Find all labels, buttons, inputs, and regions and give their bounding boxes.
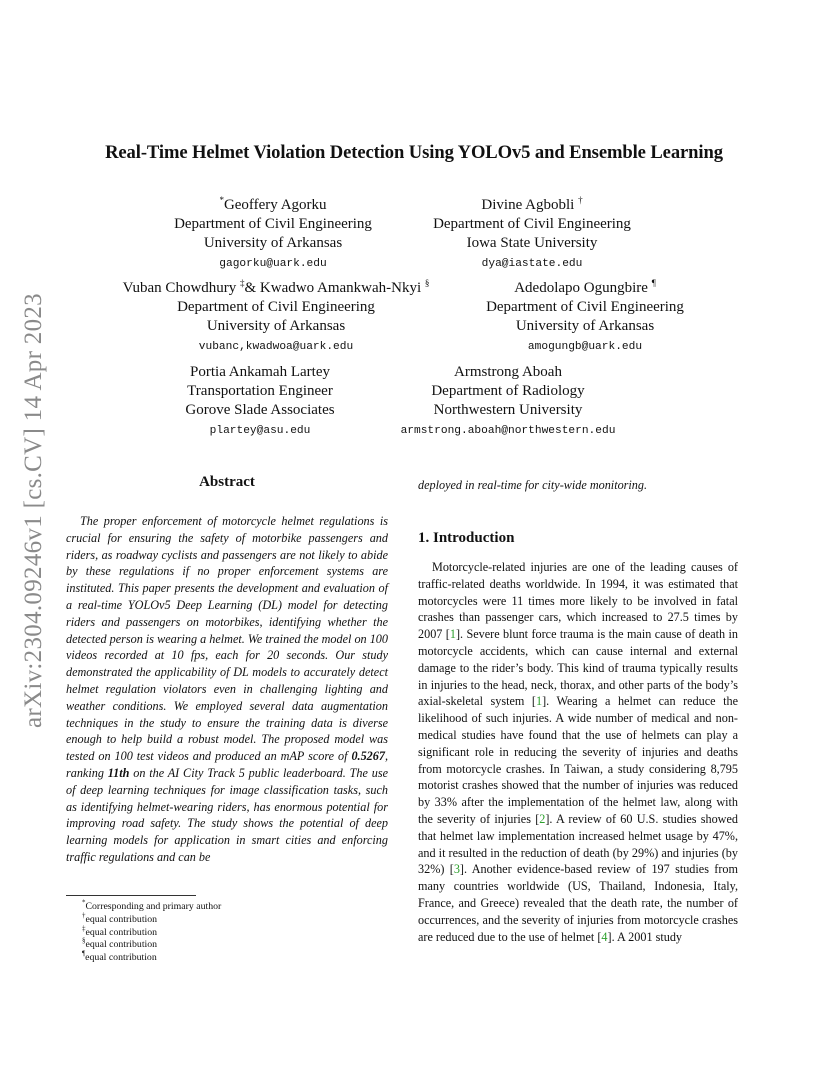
author-name: Adedolapo Ogungbire ¶ — [514, 278, 656, 296]
author-dept: Transportation Engineer — [187, 383, 333, 399]
abstract-continuation: deployed in real-time for city-wide monitoring. — [418, 478, 648, 492]
abstract-heading: Abstract — [199, 474, 255, 490]
author-org: Iowa State University — [466, 235, 598, 251]
footnote: ¶equal contribution — [82, 949, 157, 964]
author-block-4 — [470, 279, 700, 356]
author-name: Portia Ankamah Lartey — [190, 364, 330, 380]
author-dept: Department of Civil Engineering — [174, 216, 372, 232]
introduction-body: Motorcycle-related injuries are one of the leading causes of traffic-related deaths worldwide. In 1994, it was estimated that motorcycles were 11 times more likely to be involved in fatal crashes than passenger cars, which increased to 27.5 times by 2007 [1]. Severe blunt force trauma is the main cause of death in motorcycle accidents, which can cause internal and external damage to the rider’s body. This kind of trauma typically results in injuries to the head, neck, thorax, and other parts of the body’s axial-skeletal system [1]. Wearing a helmet can reduce the likelihood of such injuries. A wide number of medical and non-medical studies have found that the use of helmets can play a significant role in reducing the severity of injuries and deaths from motorcycle crashes. In Taiwan, a study considering 8,795 motorist crashes showed that the number of injuries was reduced by 33% after the implementation of the helmet law, along with the severity of injuries [2]. A review of 60 U.S. studies showed that helmet law implementation increased helmet usage by 47%, and it resulted in the reduction of death (by 29%) and injuries (by 32%) [3]. Another evidence-based review of 197 studies from many countries worldwide (US, Thailand, Indonesia, Italy, France, and Greece) revealed that the death rate, the number of occurrences, and the severity of injuries from motorcycle crashes are reduced due to the use of helmet [4]. A 2001 study — [418, 560, 738, 944]
author-org: University of Arkansas — [206, 318, 346, 334]
footnote: §equal contribution — [82, 937, 158, 951]
map-score: 0.5267 — [351, 749, 385, 764]
author-mark: ‡ — [240, 278, 245, 288]
author-org: University of Arkansas — [515, 318, 655, 334]
author-dept: Department of Civil Engineering — [433, 216, 631, 232]
author-mark: * — [219, 195, 224, 205]
author-mark: § — [424, 278, 430, 288]
author-email[interactable]: gagorku@uark.edu — [219, 258, 327, 270]
author-name: *Geoffery Agorku — [219, 195, 327, 213]
author-org: Northwestern University — [433, 402, 583, 418]
author-block-6 — [384, 363, 632, 440]
author-dept: Department of Radiology — [431, 383, 585, 399]
citation-link[interactable]: 2 — [539, 811, 546, 826]
author-org: University of Arkansas — [203, 235, 343, 251]
section-heading-introduction: 1. Introduction — [418, 530, 515, 546]
author-name: Armstrong Aboah — [454, 364, 562, 380]
author-org: Gorove Slade Associates — [185, 402, 335, 418]
citation-link[interactable]: 4 — [601, 929, 608, 944]
citation-link[interactable]: 3 — [453, 862, 460, 877]
footnote-divider — [66, 895, 196, 896]
citation-link[interactable]: 1 — [449, 627, 456, 642]
author-mark: ¶ — [651, 278, 656, 288]
paper-title: Real-Time Helmet Violation Detection Using YOLOv5 and Ensemble Learning — [105, 142, 723, 163]
author-email[interactable]: dya@iastate.edu — [481, 258, 583, 270]
author-name: Divine Agbobli † — [481, 195, 583, 213]
citation-link[interactable]: 1 — [535, 694, 543, 709]
author-email[interactable]: armstrong.aboah@northwestern.edu — [400, 425, 616, 437]
author-dept: Department of Civil Engineering — [486, 299, 684, 315]
author-name: Vuban Chowdhury ‡& Kwadwo Amankwah-Nkyi § — [122, 278, 430, 296]
leaderboard-rank: 11th — [107, 765, 130, 780]
footnotes — [82, 898, 222, 965]
author-email[interactable]: plartey@asu.edu — [209, 425, 311, 437]
abstract-body: The proper enforcement of motorcycle helmet regulations is crucial for ensuring the safety of motorbike passengers and riders, as roadway cyclists and passengers are not likely to abide by these regulations if no proper enforcement systems are instituted. This paper presents the development and evaluation of a real-time YOLOv5 Deep Learning (DL) model for detecting riders and passengers on motorbikes, identifying whether the detected person is wearing a helmet. We trained the model on 100 videos recorded at 10 fps, each for 20 seconds. Our study demonstrated the applicability of DL models to accurately detect helmet regulation violators even in challenging lighting and weather conditions. We employed several data augmentation techniques in the study to ensure the training data is diverse enough to help build a robust model. The proposed model was tested on 100 test videos and produced an mAP score of 0.5267, ranking 11th on the AI City Track 5 public leaderboard. The use of deep learning techniques for image classification tasks, such as identifying helmet-wearing riders, has enormous potential for improving road safety. The study shows the potential of deep learning models for application in smart cities and enforcing traffic regulations and can be — [66, 514, 388, 864]
author-block-1 — [160, 196, 386, 273]
author-block-2 — [416, 196, 648, 273]
arxiv-identifier: arXiv:2304.09246v1 [cs.CV] 14 Apr 2023 — [20, 293, 47, 728]
author-email[interactable]: amogungb@uark.edu — [527, 341, 643, 353]
footnote: †equal contribution — [82, 911, 158, 925]
author-mark: † — [578, 195, 583, 205]
footnote: ‡equal contribution — [82, 924, 158, 938]
author-block-5 — [160, 363, 360, 440]
footnote: *Corresponding and primary author — [82, 898, 222, 912]
author-dept: Department of Civil Engineering — [177, 299, 375, 315]
author-block-3 — [106, 279, 446, 356]
author-email[interactable]: vubanc,kwadwoa@uark.edu — [198, 341, 354, 353]
